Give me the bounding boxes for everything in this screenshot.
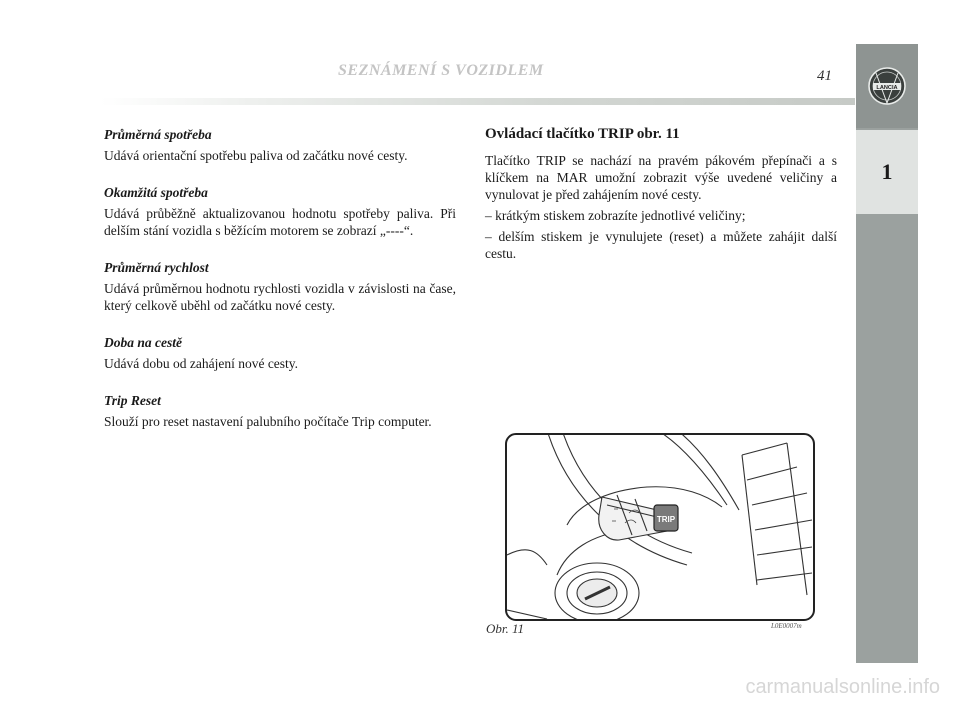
section-body: Udává průběžně aktualizovanou hodnotu spotřeby paliva. Při delším stání vozidla s běžícím motorem se zobrazí „----“. <box>104 206 456 238</box>
watermark: carmanualsonline.info <box>745 676 940 698</box>
section-body: Udává průměrnou hodnotu rychlosti vozidla v závislosti na čase, který celkově uběhl od začátku nové cesty. <box>104 281 456 313</box>
figure-code: L0E0007m <box>771 622 802 630</box>
right-column <box>485 126 837 266</box>
section-body: Slouží pro reset nastavení palubního počítače Trip computer. <box>104 414 432 429</box>
lancia-shield-icon <box>867 63 907 109</box>
trip-button-heading: Ovládací tlačítko TRIP obr. 11 <box>485 126 680 142</box>
page-number: 41 <box>817 68 832 84</box>
lancia-logo <box>856 44 918 128</box>
chapter-number: 1 <box>856 130 918 214</box>
trip-button-label: TRIP <box>656 515 676 524</box>
section-heading: Průměrná rychlost <box>104 260 209 275</box>
section-heading: Trip Reset <box>104 393 161 408</box>
figure-trip-lever <box>505 433 815 621</box>
logo-text: LANCIA <box>876 84 898 91</box>
section-heading: Doba na cestě <box>104 335 182 350</box>
header-rule <box>100 98 855 105</box>
paragraph: – delším stiskem je vynulujete (reset) a můžete zahájit další cestu. <box>485 229 837 261</box>
paragraph: – krátkým stiskem zobrazíte jednotlivé veličiny; <box>485 208 746 223</box>
paragraph: Tlačítko TRIP se nachází na pravém pákovém přepínači a s klíčkem na MAR umožní zobrazit výše uvedené veličiny a vynulovat je před zahájením nové cesty. <box>485 153 837 202</box>
chapter-sidebar <box>856 44 918 663</box>
section-heading: Okamžitá spotřeba <box>104 185 208 200</box>
section-body: Udává orientační spotřebu paliva od začátku nové cesty. <box>104 148 408 163</box>
steering-column-illustration <box>507 435 813 619</box>
figure-caption: Obr. 11 <box>486 621 525 636</box>
page-header-title: SEZNÁMENÍ S VOZIDLEM <box>338 62 544 79</box>
left-column <box>104 126 456 450</box>
section-heading: Průměrná spotřeba <box>104 127 212 142</box>
section-body: Udává dobu od zahájení nové cesty. <box>104 356 299 371</box>
